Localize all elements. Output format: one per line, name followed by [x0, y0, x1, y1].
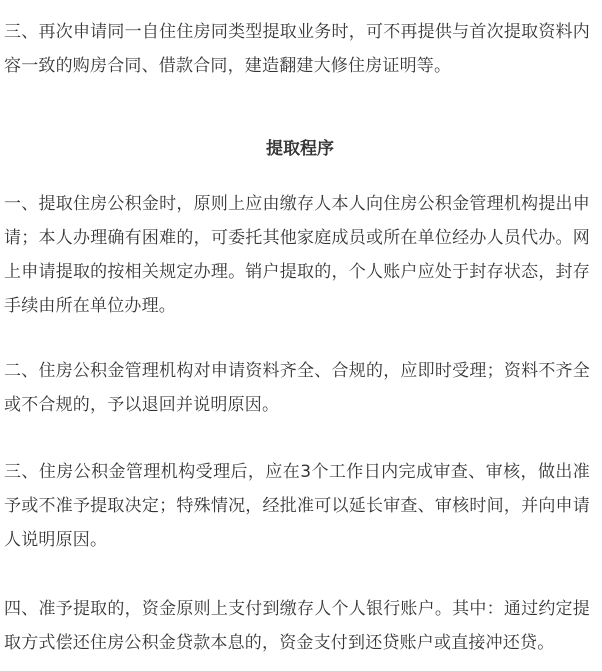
paragraph-intro: 三、再次申请同一自住住房同类型提取业务时，可不再提供与首次提取资料内容一致的购房合同、借款合同，建造翻建大修住房证明等。 [4, 22, 590, 76]
section-heading: 提取程序 [266, 139, 334, 160]
step-paragraph-2: 二、住房公积金管理机构对申请资料齐全、合规的，应即时受理；资料不齐全或不合规的，予以退回并说明原因。 [4, 361, 590, 415]
step-paragraph-3: 三、住房公积金管理机构受理后，应在3个工作日内完成审查、审核，做出准予或不准予提取决定；特殊情况，经批准可以延长审查、审核时间，并向申请人说明原因。 [4, 462, 590, 550]
step-paragraph-1: 一、提取住房公积金时，原则上应由缴存人本人向住房公积金管理机构提出申请；本人办理确有困难的，可委托其他家庭成员或所在单位经办人员代办。网上申请提取的按相关规定办理。销户提取的，个人账户应处于封存状态，封存手续由所在单位办理。 [4, 194, 590, 316]
step-paragraph-4: 四、准予提取的，资金原则上支付到缴存人个人银行账户。其中：通过约定提取方式偿还住房公积金贷款本息的，资金支付到还贷账户或直接冲还贷。 [4, 599, 590, 653]
